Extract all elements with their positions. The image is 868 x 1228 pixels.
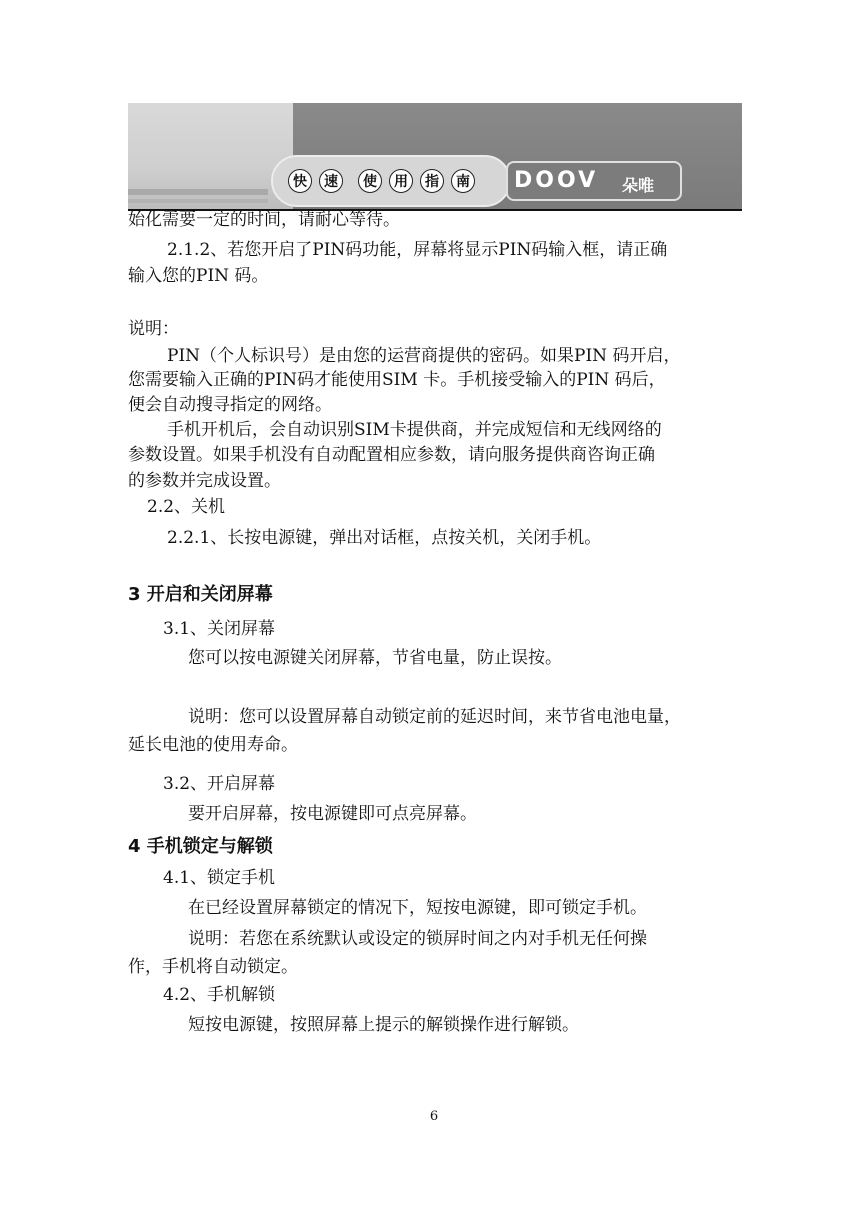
body-line: 手机开机后，会自动识别SIM卡提供商，并完成短信和无线网络的 [167,420,662,440]
guide-title [288,169,475,193]
guide-char: 南 [451,169,475,193]
body-line: 要开启屏幕，按电源键即可点亮屏幕。 [188,804,477,824]
body-line: 在已经设置屏幕锁定的情况下，短按电源键，即可锁定手机。 [188,898,647,918]
body-line: PIN（个人标识号）是由您的运营商提供的密码。如果PIN 码开启， [167,346,681,366]
brand-logo: DOOV [514,168,599,193]
guide-char: 快 [288,169,312,193]
body-line: 2.2.1、长按电源键，弹出对话框，点按关机，关闭手机。 [167,528,602,548]
body-line: 说明：若您在系统默认或设定的锁屏时间之内对手机无任何操 [188,929,647,949]
section-heading: 3 开启和关闭屏幕 [128,584,273,605]
guide-char: 指 [420,169,444,193]
body-line: 2.1.2、若您开启了PIN码功能，屏幕将显示PIN码输入框，请正确 [167,240,668,260]
page-number: 6 [429,1109,439,1124]
guide-char: 用 [389,169,413,193]
brand-logo-cn: 朵唯 [622,176,655,195]
header-stripe [128,189,268,195]
guide-char: 使 [358,169,382,193]
subsection-title: 2.2、关机 [147,497,226,517]
header-stripe [128,199,268,203]
guide-char: 速 [319,169,343,193]
body-line: 作，手机将自动锁定。 [128,957,298,977]
body-line: 便会自动搜寻指定的网络。 [128,395,332,415]
body-line: 输入您的PIN 码。 [128,266,269,286]
subsection-title: 4.1、锁定手机 [163,868,276,888]
body-line: 参数设置。如果手机没有自动配置相应参数，请向服务提供商咨询正确 [128,445,655,465]
subsection-title: 4.2、手机解锁 [163,985,276,1005]
body-line: 短按电源键，按照屏幕上提示的解锁操作进行解锁。 [188,1015,579,1035]
body-line: 说明：您可以设置屏幕自动锁定前的延迟时间，来节省电池电量， [188,707,681,727]
body-line: 您可以按电源键关闭屏幕，节省电量，防止误按。 [188,648,562,668]
body-line: 您需要输入正确的PIN码才能使用SIM 卡。手机接受输入的PIN 码后， [128,370,666,390]
note-label: 说明： [128,319,179,339]
subsection-title: 3.2、开启屏幕 [163,774,276,794]
body-line: 延长电池的使用寿命。 [128,735,298,755]
body-line: 的参数并完成设置。 [128,471,281,491]
body-line: 始化需要一定的时间，请耐心等待。 [128,210,400,230]
section-heading: 4 手机锁定与解锁 [128,836,273,857]
header-banner [128,103,742,209]
subsection-title: 3.1、关闭屏幕 [163,619,276,639]
